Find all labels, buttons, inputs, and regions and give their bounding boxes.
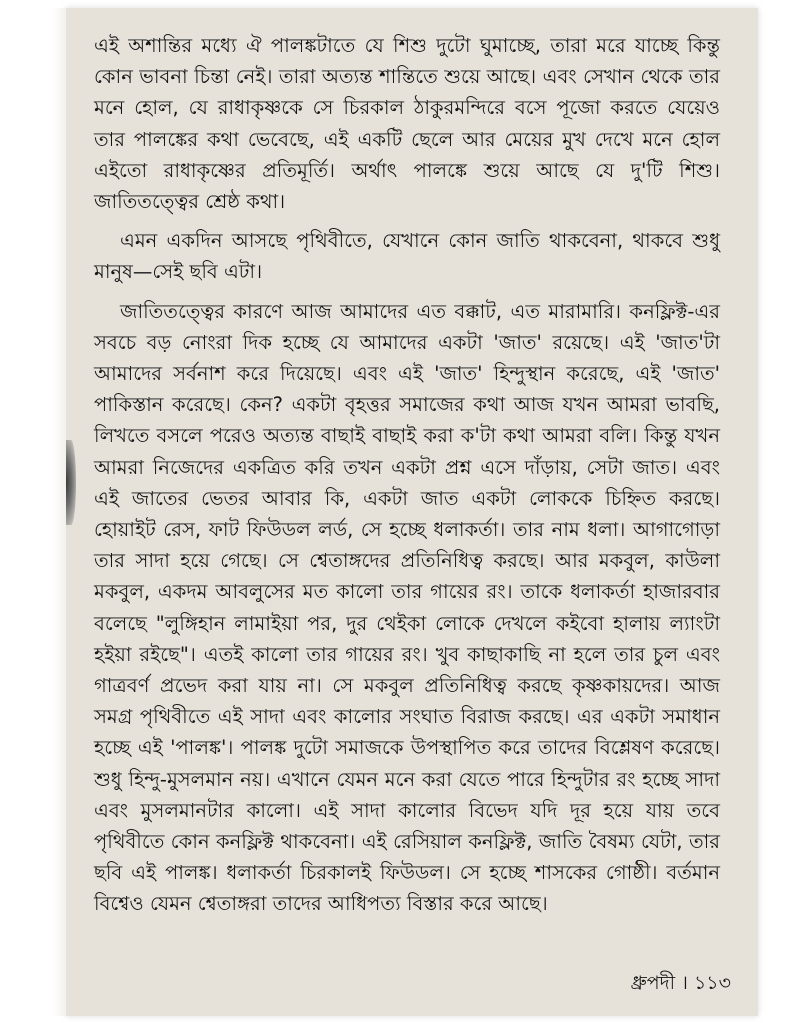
page-footer: ধ্রুপদী । ১১৩ [630,972,731,994]
binding-shadow [66,440,76,525]
paragraph-1: এই অশান্তির মধ্যে ঐ পালঙ্কটাতে যে শিশু দুটো ঘুমাচ্ছে, তারা মরে যাচ্ছে কিন্তু কোন ভাবনা চিন্তা নেই। তারা অত্যন্ত শান্তিতে শুয়ে আছে। এবং সেখান থেকে তার মনে হোল, যে রাধাকৃষ্ণকে সে চিরকাল ঠাকুরমন্দিরে বসে পূজো করতে যেয়েও তার পালঙ্কের কথা ভেবেছে, এই একটি ছেলে আর মেয়ের মুখ দেখে মনে হোল এইতো রাধাকৃষ্ণের প্রতিমূর্তি। অর্থাৎ পালঙ্কে শুয়ে আছে যে দু'টি শিশু। জাতিতত্ত্বের শ্রেষ্ঠ কথা। [94,34,720,214]
page-body [94,30,720,928]
paragraph-2: এমন একদিন আসছে পৃথিবীতে, যেখানে কোন জাতি থাকবেনা, থাকবে শুধু মানুষ—সেই ছবি এটা। [94,229,720,284]
paragraph-3: জাতিতত্ত্বের কারণে আজ আমাদের এত বক্কাট, এত মারামারি। কনফ্লিক্ট-এর সবচে বড় নোংরা দিক হচ্ছে যে আমাদের একটা 'জাত' রয়েছে। এই 'জাত'টা আমাদের সর্বনাশ করে দিয়েছে। এবং এই 'জাত' হিন্দুস্থান করেছে, এই 'জাত' পাকিস্তান করেছে। কেন? একটা বৃহত্তর সমাজের কথা আজ যখন আমরা ভাবছি, লিখতে বসলে পরেও অত্যন্ত বাছাই বাছাই করা ক'টা কথা আমরা বলি। কিন্তু যখন আমরা নিজেদের একত্রিত করি তখন একটা প্রশ্ন এসে দাঁড়ায়, সেটা জাত। এবং এই জাতের ভেতর আবার কি, একটা জাত একটা লোককে চিহ্নিত করছে। হোয়াইট রেস, ফাট ফিউডল লর্ড, সে হচ্ছে ধলাকর্তা। তার নাম ধলা। আগাগোড়া তার সাদা হয়ে গেছে। সে শ্বেতাঙ্গদের প্রতিনিধিত্ব করছে। আর মকবুল, কাউলা মকবুল, একদম আবলুসের মত কালো তার গায়ের রং। তাকে ধলাকর্তা হাজারবার বলেছে "লুঙ্গিহান লামাইয়া পর, দুর থেইকা লোকে দেখলে কইবো হালায় ল্যাংটা হইয়া রইছে"। এতই কালো তার গায়ের রং। খুব কাছাকাছি না হলে তার চুল এবং গাত্রবর্ণ প্রভেদ করা যায় না। সে মকবুল প্রতিনিধিত্ব করছে কৃষ্ণকায়দের। আজ সমগ্র পৃথিবীতে এই সাদা এবং কালোর সংঘাত বিরাজ করছে। এর একটা সমাধান হচ্ছে এই 'পালঙ্ক'। পালঙ্ক দুটো সমাজকে উপস্থাপিত করে তাদের বিশ্লেষণ করেছে। শুধু হিন্দু-মুসলমান নয়। এখানে যেমন মনে করা যেতে পারে হিন্দুটার রং হচ্ছে সাদা এবং মুসলমানটার কালো। এই সাদা কালোর বিভেদ যদি দূর হয়ে যায় তবে পৃথিবীতে কোন কনফ্লিক্ট থাকবেনা। এই রেসিয়াল কনফ্লিক্ট, জাতি বৈষম্য যেটা, তার ছবি এই পালঙ্ক। ধলাকর্তা চিরকালই ফিউডল। সে হচ্ছে শাসকের গোষ্ঠী। বর্তমান বিশ্বেও যেমন শ্বেতাঙ্গরা তাদের আধিপত্য বিস্তার করে আছে। [94,299,720,916]
